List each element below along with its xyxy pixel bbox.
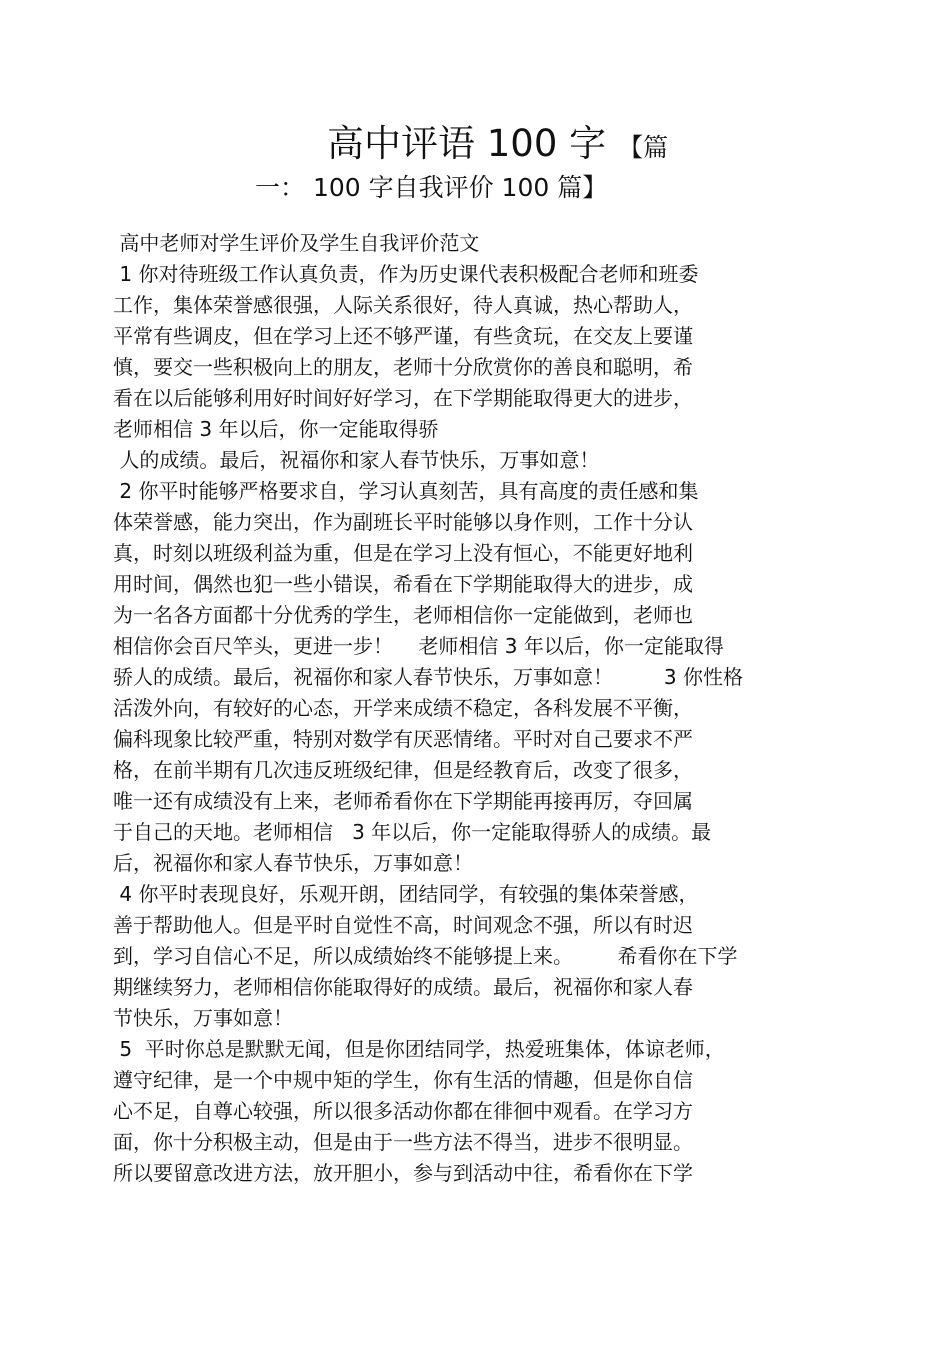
- text-line: 节快乐，万事如意！: [113, 1006, 293, 1030]
- text-line: 4 你平时表现良好，乐观开朗，团结同学，有较强的集体荣誉感，: [113, 882, 699, 906]
- text-line: 活泼外向，有较好的心态，开学来成绩不稳定，各科发展不平衡，: [113, 696, 693, 720]
- text-line: 善于帮助他人。但是平时自觉性不高，时间观念不强，所以有时迟: [113, 913, 693, 937]
- text-line: 慎，要交一些积极向上的朋友，老师十分欣赏你的善良和聪明，希: [113, 355, 693, 379]
- text-line: 老师相信 3 年以后，你一定能取得骄: [113, 417, 439, 441]
- title-line-1: [327, 118, 668, 174]
- text-line: 工作，集体荣誉感很强，人际关系很好，待人真诚，热心帮助人，: [113, 293, 693, 317]
- text-line: 人的成绩。最后，祝福你和家人春节快乐，万事如意！: [113, 448, 600, 472]
- text-line: 骄人的成绩。最后，祝福你和家人春节快乐，万事如意！ 3 你性格: [113, 665, 743, 689]
- text-line: 遵守纪律，是一个中规中矩的学生，你有生活的情趣，但是你自信: [113, 1068, 693, 1092]
- text-line: 期继续努力，老师相信你能取得好的成绩。最后，祝福你和家人春: [113, 975, 693, 999]
- text-line: 5 平时你总是默默无闻，但是你团结同学，热爱班集体，体谅老师，: [113, 1037, 725, 1061]
- text-line: 到，学习自信心不足，所以成绩始终不能够提上来。 希看你在下学: [113, 944, 738, 968]
- text-line: 高中老师对学生评价及学生自我评价范文: [113, 231, 480, 255]
- text-line: 心不足，自尊心较强，所以很多活动你都在徘徊中观看。在学习方: [113, 1099, 693, 1123]
- text-line: 看在以后能够利用好时间好好学习，在下学期能取得更大的进步，: [113, 386, 693, 410]
- text-line: 格，在前半期有几次违反班级纪律，但是经教育后，改变了很多，: [113, 758, 693, 782]
- text-line: 真，时刻以班级利益为重，但是在学习上没有恒心，不能更好地利: [113, 541, 693, 565]
- title-bracket: 【篇: [618, 133, 669, 162]
- text-line: 后，祝福你和家人春节快乐，万事如意！: [113, 851, 473, 875]
- text-line: 平常有些调皮，但在学习上还不够严谨，有些贪玩，在交友上要谨: [113, 324, 693, 348]
- text-line: 唯一还有成绩没有上来，老师希看你在下学期能再接再厉，夺回属: [113, 789, 693, 813]
- text-line: 1 你对待班级工作认真负责，作为历史课代表积极配合老师和班委: [113, 262, 699, 286]
- text-line: 偏科现象比较严重，特别对数学有厌恶情绪。平时对自己要求不严: [113, 727, 693, 751]
- text-line: 为一名各方面都十分优秀的学生，老师相信你一定能做到，老师也: [113, 603, 693, 627]
- text-line: 于自己的天地。老师相信 3 年以后，你一定能取得骄人的成绩。最: [113, 820, 712, 844]
- title-line-2: 一： 100 字自我评价 100 篇】: [255, 173, 608, 202]
- text-line: 面，你十分积极主动，但是由于一些方法不得当，进步不很明显。: [113, 1130, 693, 1154]
- text-line: 2 你平时能够严格要求自，学习认真刻苦，具有高度的责任感和集: [113, 479, 699, 503]
- text-line: 相信你会百尺竿头，更进一步！ 老师相信 3 年以后，你一定能取得: [113, 634, 724, 658]
- text-line: 体荣誉感，能力突出，作为副班长平时能够以身作则，工作十分认: [113, 510, 693, 534]
- text-line: 用时间，偶然也犯一些小错误，希看在下学期能取得大的进步，成: [113, 572, 693, 596]
- title-main: 高中评语 100 字: [327, 122, 607, 165]
- text-line: 所以要留意改进方法，放开胆小，参与到活动中往，希看你在下学: [113, 1161, 693, 1185]
